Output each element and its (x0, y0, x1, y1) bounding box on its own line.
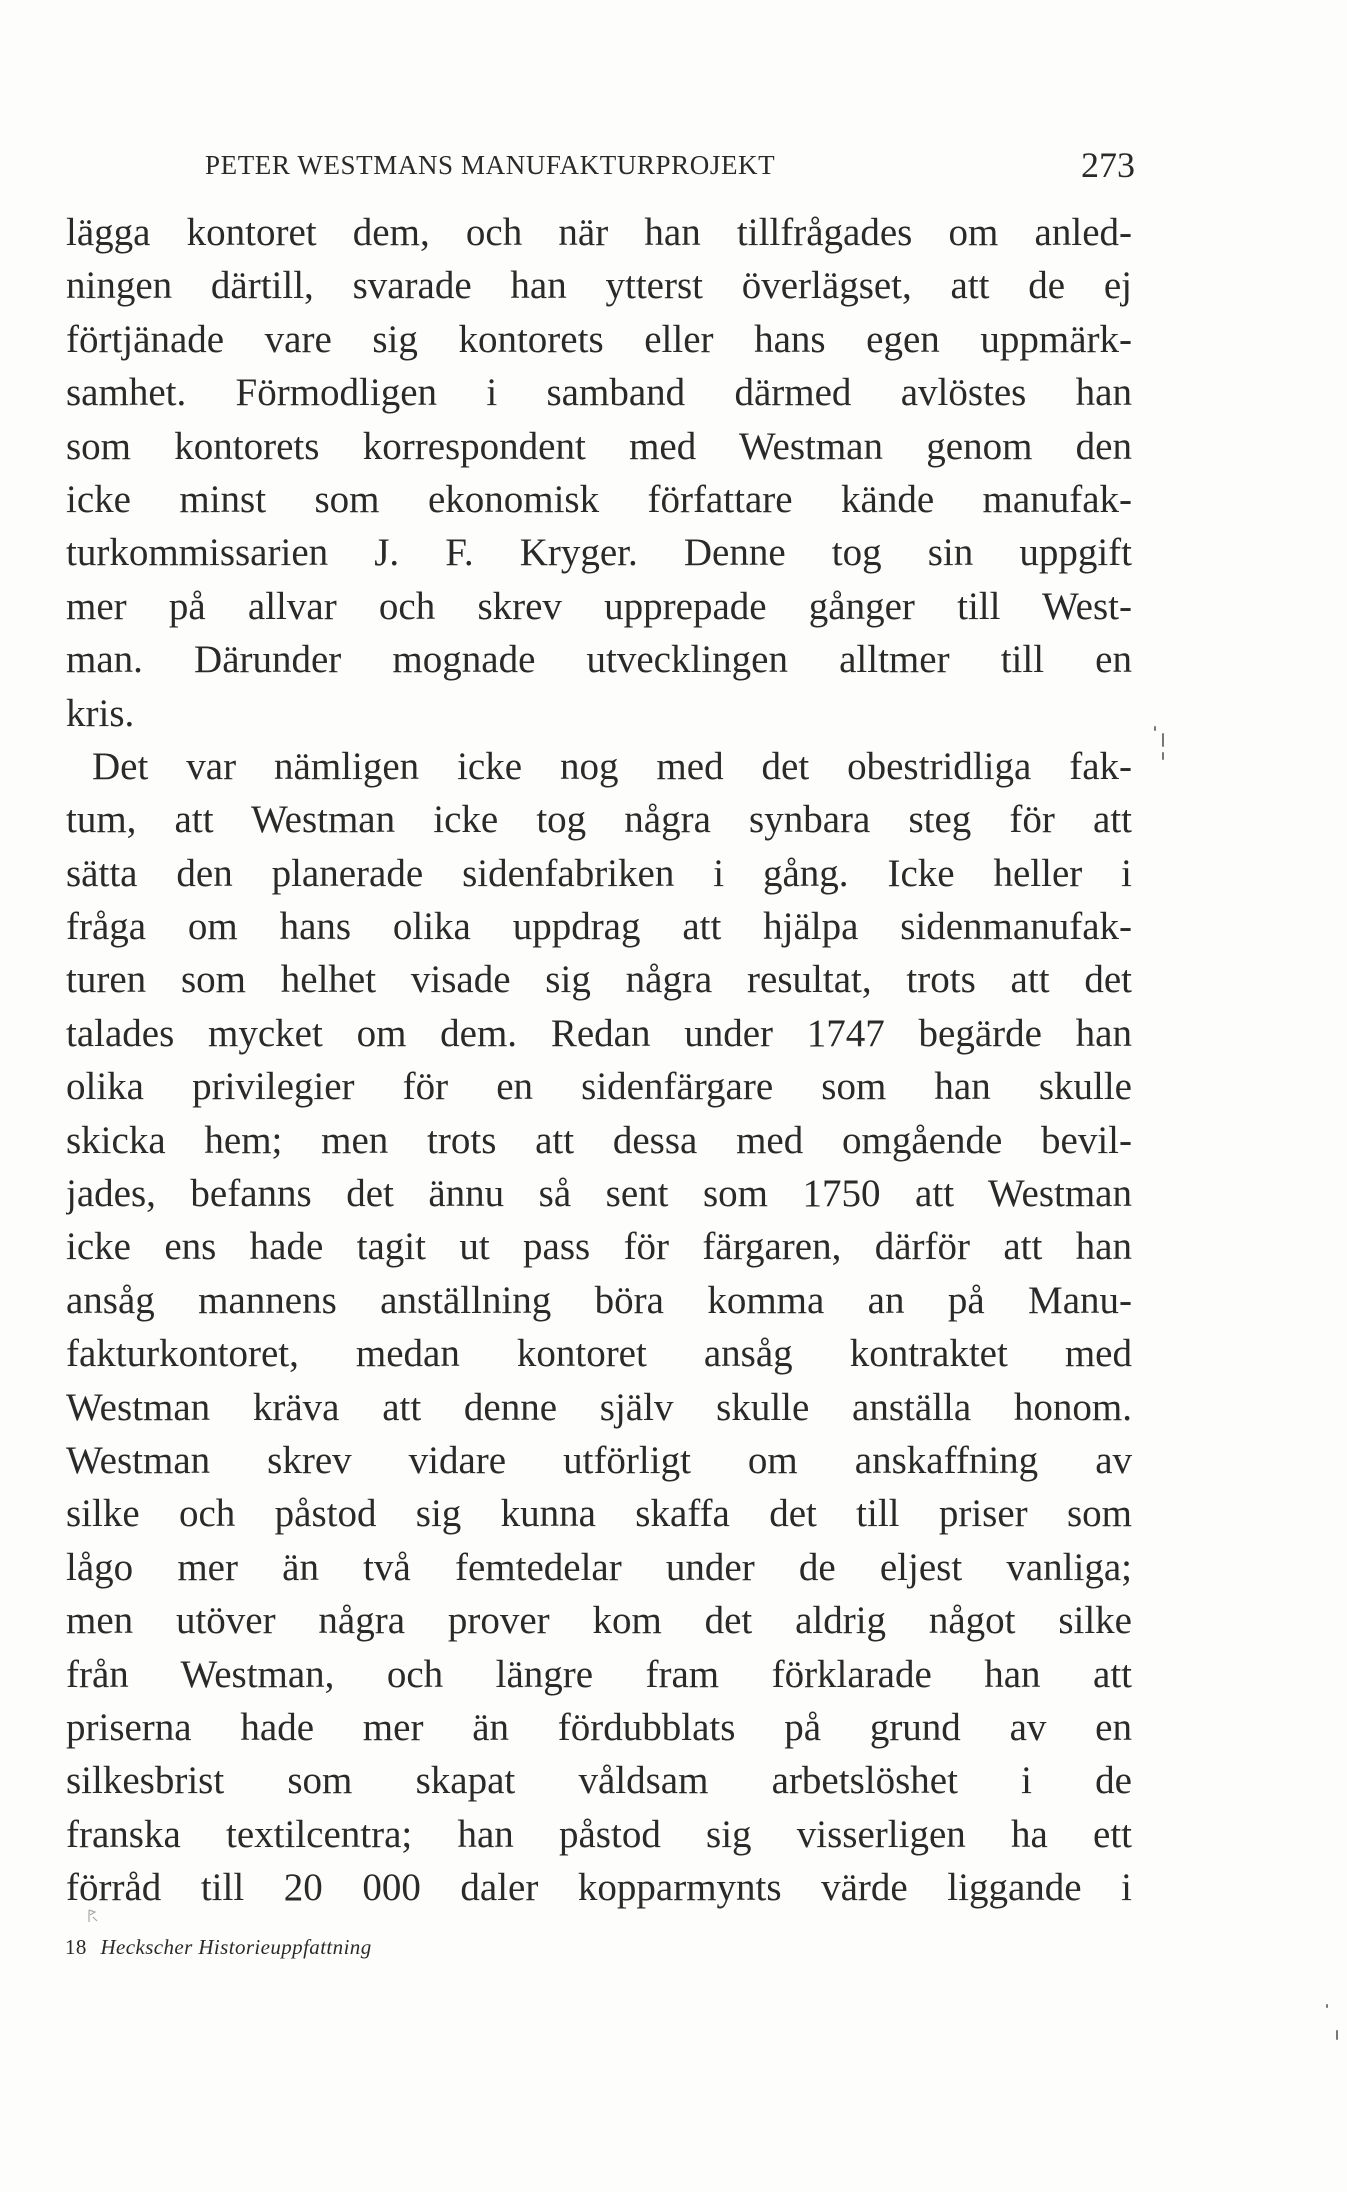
text-line: Westman skrev vidare utförligt om anskaffning av (66, 1438, 1132, 1482)
text-line: ansåg mannens anställning böra komma an på Manu- (66, 1278, 1132, 1322)
paper-speck (1336, 2030, 1338, 2040)
text-line: turkommissarien J. F. Kryger. Denne tog sin uppgift (66, 531, 1132, 575)
body-text (66, 206, 1132, 1915)
text-line: lägga kontoret dem, och när han tillfrågades om anled- (66, 211, 1132, 254)
text-line: samhet. Förmodligen i samband därmed avlöstes han (66, 371, 1132, 415)
paper-speck (1162, 752, 1164, 760)
text-line: silke och påstod sig kunna skaffa det till priser som (66, 1492, 1132, 1536)
printer-signature (65, 1935, 372, 1960)
signature-number: 18 (65, 1935, 87, 1959)
text-line: fråga om hans olika uppdrag att hjälpa sidenmanufak- (66, 905, 1132, 949)
text-line: olika privilegier för en sidenfärgare som han skulle (66, 1065, 1132, 1109)
signature-title: Heckscher Historieuppfattning (100, 1935, 372, 1959)
paper-speck (1326, 2004, 1328, 2008)
text-line: förråd till 20 000 daler kopparmynts värde liggande i (66, 1866, 1132, 1910)
text-line: Det var nämligen icke nog med det obestridliga fak- (92, 744, 1132, 788)
text-line: Westman kräva att denne själv skulle anställa honom. (66, 1385, 1132, 1429)
text-line: förtjänade vare sig kontorets eller hans egen uppmärk- (66, 317, 1132, 361)
text-line: priserna hade mer än fördubblats på grund av en (66, 1705, 1132, 1749)
text-line: men utöver några prover kom det aldrig något silke (66, 1599, 1132, 1643)
text-line: silkesbrist som skapat våldsam arbetslöshet i de (66, 1759, 1132, 1803)
text-line: ningen därtill, svarade han ytterst överlägset, att de ej (66, 264, 1132, 308)
text-line: kris. (66, 691, 135, 735)
text-line: tum, att Westman icke tog några synbara steg för att (66, 798, 1132, 842)
text-line: man. Därunder mognade utvecklingen alltmer till en (66, 638, 1132, 682)
text-line: som kontorets korrespondent med Westman genom den (66, 424, 1132, 468)
paper-speck (1162, 733, 1164, 747)
text-line: jades, befanns det ännu så sent som 1750 att Westman (66, 1172, 1132, 1216)
ink-mark (87, 1908, 99, 1924)
text-line: fakturkontoret, medan kontoret ansåg kontraktet med (66, 1332, 1132, 1376)
text-line: mer på allvar och skrev upprepade gånger till West- (66, 584, 1132, 628)
text-line: skicka hem; men trots att dessa med omgående bevil- (66, 1118, 1132, 1162)
text-line: franska textilcentra; han påstod sig visserligen ha ett (66, 1812, 1132, 1856)
text-line: sätta den planerade sidenfabriken i gång. Icke heller i (66, 851, 1132, 895)
text-line: icke minst som ekonomisk författare kände manufak- (66, 477, 1132, 521)
text-line: från Westman, och längre fram förklarade han att (66, 1652, 1132, 1696)
text-line: icke ens hade tagit ut pass för färgaren, därför att han (66, 1225, 1132, 1269)
paper-speck (1154, 726, 1156, 731)
text-line: turen som helhet visade sig några resultat, trots att det (66, 958, 1132, 1002)
page-number: 273 (1081, 145, 1135, 185)
text-line: lågo mer än två femtedelar under de eljest vanliga; (66, 1545, 1132, 1589)
text-line: talades mycket om dem. Redan under 1747 begärde han (66, 1011, 1132, 1055)
running-head (205, 145, 1135, 190)
running-title: PETER WESTMANS MANUFAKTURPROJEKT (205, 150, 776, 180)
